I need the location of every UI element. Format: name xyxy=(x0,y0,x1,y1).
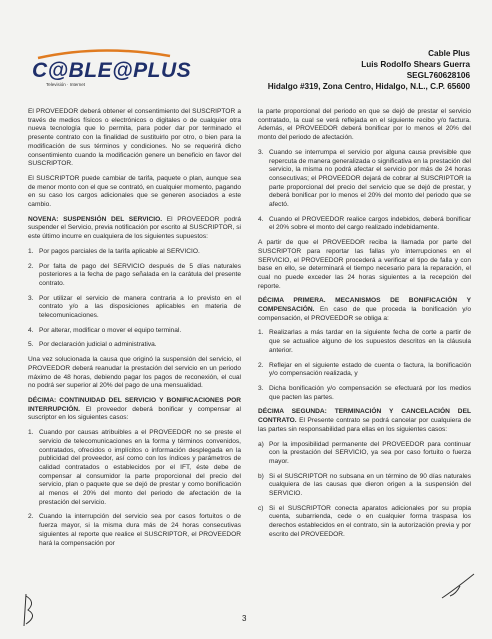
list-number: 4. xyxy=(28,326,34,334)
clause-text: En caso de que proceda la bonificación y/o compensación, el PROVEEDOR se obliga a: xyxy=(258,306,471,322)
clause-novena xyxy=(28,216,241,242)
list-item xyxy=(28,429,241,507)
paragraph: Una vez solucionada la causa que originó la suspensión del servicio, el PROVEEDOR deberá reanudar la prestación del servicio en un periodo máximo de 48 horas, debiendo pagar los pagos de reconexión, el cual no podrá ser superior al 20% del pago de una mensualidad. xyxy=(28,356,241,390)
list-number: 4. xyxy=(258,215,264,223)
list-item xyxy=(28,295,241,321)
list-number: 2. xyxy=(28,513,34,521)
paragraph: El PROVEEDOR deberá obtener el consentimiento del SUSCRIPTOR a través de medios físicos o electrónicos o digitales o de cualquier otra nueva tecnología que lo permita, para poder dar por terminado el presente contrato con la finalidad de sustituirlo por otro, o bien para la modificación de sus términos y condiciones. No se requerirá dicho consentimiento cuando la modificación genere un beneficio en favor del SUSCRIPTOR. xyxy=(28,108,241,168)
list-text: Cuando por causas atribuibles a el PROVEEDOR no se preste el servicio de telecomunicaciones en la forma y términos convenidos, contratados, ofrecidos o implícitos o información desplegada en la publicidad del proveedor, así como con los índices y parámetros de calidad contratados o establecidos por el IFT, éste debe de compensar al consumidor la parte proporcional del precio del servicio, plan o paquete que se dejó de prestar y como bonificación al menos el 20% del monto del periodo de afectación de la prestación del servicio. xyxy=(39,429,241,506)
list-text: Cuando la interrupción del servicio sea por casos fortuitos o de fuerza mayor, si la misma dura más de 24 horas consecutivas siguientes al reporte que realice el SUSCRIPTOR, el PROVEEDOR hará la compensación por xyxy=(39,513,241,547)
list-number: 3. xyxy=(258,384,264,392)
list-item xyxy=(28,341,241,350)
logo-tagline: Televisión · Internet xyxy=(46,82,86,87)
signature-mark-left xyxy=(20,590,44,630)
list-letter: b) xyxy=(258,472,264,480)
list-number: 1. xyxy=(28,429,34,437)
list-number: 5. xyxy=(28,341,34,349)
company-address: Hidalgo #319, Zona Centro, Hidalgo, N.L., C.P. 65600 xyxy=(267,82,470,91)
list-item xyxy=(28,263,241,289)
list-number: 2. xyxy=(258,361,264,369)
list-text: Dicha bonificación y/o compensación se efectuará por los medios que pacten las partes. xyxy=(269,384,471,401)
clause-heading: DÉCIMA PRIMERA. MECANISMOS DE BONIFICACIÓN Y COMPENSACIÓN. xyxy=(258,297,471,314)
list-item xyxy=(28,248,241,257)
page-number: 3 xyxy=(242,614,247,623)
company-logo xyxy=(30,48,192,90)
list-item xyxy=(28,327,241,336)
list-text: Por utilizar el servicio de manera contraria a lo previsto en el contrato y/o a las disposiciones aplicables en materia de telecomunicaciones. xyxy=(39,294,241,320)
clause-text: El proveedor deberá bonificar y compensar al suscriptor en los siguientes casos: xyxy=(28,405,241,422)
company-name: Cable Plus xyxy=(428,49,470,58)
clause-decima-primera xyxy=(258,297,471,323)
list-text: Reflejar en el siguiente estado de cuenta o factura, la bonificación y/o compensación realizada, y xyxy=(269,361,471,378)
list-item xyxy=(258,385,471,402)
list-text: Cuando el PROVEEDOR realice cargos indebidos, deberá bonificar el 20% sobre el monto del cargo realizado indebidamente. xyxy=(269,215,471,232)
clause-text: El Presente contrato se podrá cancelar por cualquiera de las partes sin responsabilidad para ellas en los siguientes casos: xyxy=(258,417,471,433)
owner-name: Luis Rodolfo Shears Guerra xyxy=(361,60,470,69)
list-item xyxy=(258,362,471,379)
paragraph: El SUSCRIPTOR puede cambiar de tarifa, paquete o plan, aunque sea de menor monto con el que se contrató, en cualquier momento, pagando en su caso los cargos adicionales que se generen asociados a este cambio. xyxy=(28,174,241,209)
logo-text: C@BLE@PLUS xyxy=(32,59,192,82)
list-item xyxy=(258,216,471,233)
list-number: 1. xyxy=(258,329,264,337)
list-letter: a) xyxy=(258,440,264,448)
company-info xyxy=(268,48,470,92)
list-item xyxy=(258,505,471,540)
list-number: 3. xyxy=(258,148,264,156)
list-text: Por declaración judicial o administrativa. xyxy=(39,341,157,349)
list-text: Por falta de pago del SERVICIO después de 5 días naturales posteriores a la fecha de pago señalada en la carátula del presente contrato. xyxy=(39,262,241,287)
clause-text: El PROVEEDOR podrá suspender el Servicio, previa notificación por escrito al SUSCRIPTOR, si este último incurre en cualquiera de los siguientes supuestos: xyxy=(28,215,241,241)
list-number: 1. xyxy=(28,247,34,255)
paragraph: la parte proporcional del periodo en que se dejó de prestar el servicio contratado, la cual se verá reflejada en el siguiente recibo y/o factura. Además, el PROVEEDOR deberá bonificar por lo menos el 20% del monto del periodo de afectación. xyxy=(258,108,471,142)
list-item xyxy=(258,441,471,467)
clause-decima-segunda xyxy=(258,408,471,434)
list-item xyxy=(258,149,471,210)
signature-mark-right xyxy=(440,572,476,602)
clause-heading: DÉCIMA: CONTINUIDAD DEL SERVICIO Y BONIFICACIONES POR INTERRUPCIÓN. xyxy=(28,396,241,413)
right-column xyxy=(258,108,471,546)
list-item xyxy=(258,329,471,355)
list-number: 2. xyxy=(28,262,34,270)
list-text: Por pagos parciales de la tarifa aplicable al SERVICIO. xyxy=(39,247,200,255)
clause-heading: NOVENA: SUSPENSIÓN DEL SERVICIO. xyxy=(28,215,163,223)
paragraph: A partir de que el PROVEEDOR reciba la llamada por parte del SUSCRIPTOR para reportar las fallas y/o interrupciones en el SERVICIO, el PROVEEDOR procederá a verificar el tipo de falla y con base en ello, se determinará el tiempo necesario para la reparación, el cual no puede exceder las 24 horas siguientes a la recepción del reporte. xyxy=(258,239,471,290)
list-text: Cuando se interrumpa el servicio por alguna causa previsible que repercuta de manera generalizada o significativa en la prestación del servicio, la misma no podrá afectar el servicio por más de 24 horas consecutivas; el PROVEEDOR dejará de cobrar al SUSCRIPTOR la parte proporcional del precio del servicio que se dejó de prestar, y deberá bonificar por lo menos el 20% del monto del periodo que se afectó. xyxy=(269,148,471,209)
list-item xyxy=(258,473,471,499)
clause-heading: DÉCIMA SEGUNDA: TERMINACIÓN Y CANCELACIÓN DEL CONTRATO. xyxy=(258,408,471,425)
clause-decima xyxy=(28,397,241,423)
list-text: Si el SUSCRIPTOR conecta aparatos adicionales por su propia cuenta, subarrienda, cede o en cualquier forma traspasa los derechos establecidos en el contrato, sin la autorización previa y por escrito del PROVEEDOR. xyxy=(269,504,471,538)
list-item xyxy=(28,513,241,548)
list-number: 3. xyxy=(28,294,34,302)
list-text: Realizarlas a más tardar en la siguiente fecha de corte a partir de que se actualice alguno de los supuestos descritos en la cláusula anterior. xyxy=(269,329,471,354)
tax-id: SEGL760628106 xyxy=(406,71,470,80)
list-text: Por alterar, modificar o mover el equipo terminal. xyxy=(39,326,182,334)
list-text: Por la imposibilidad permanente del PROVEEDOR para continuar con la prestación del SERVICIO, ya sea por caso fortuito o fuerza mayor. xyxy=(269,440,471,465)
left-column xyxy=(28,108,241,554)
list-text: Si el SUSCRIPTOR no subsana en un término de 90 días naturales cualquiera de las causas que dieron origen a la suspensión del SERVICIO. xyxy=(269,472,471,498)
list-letter: c) xyxy=(258,504,264,512)
